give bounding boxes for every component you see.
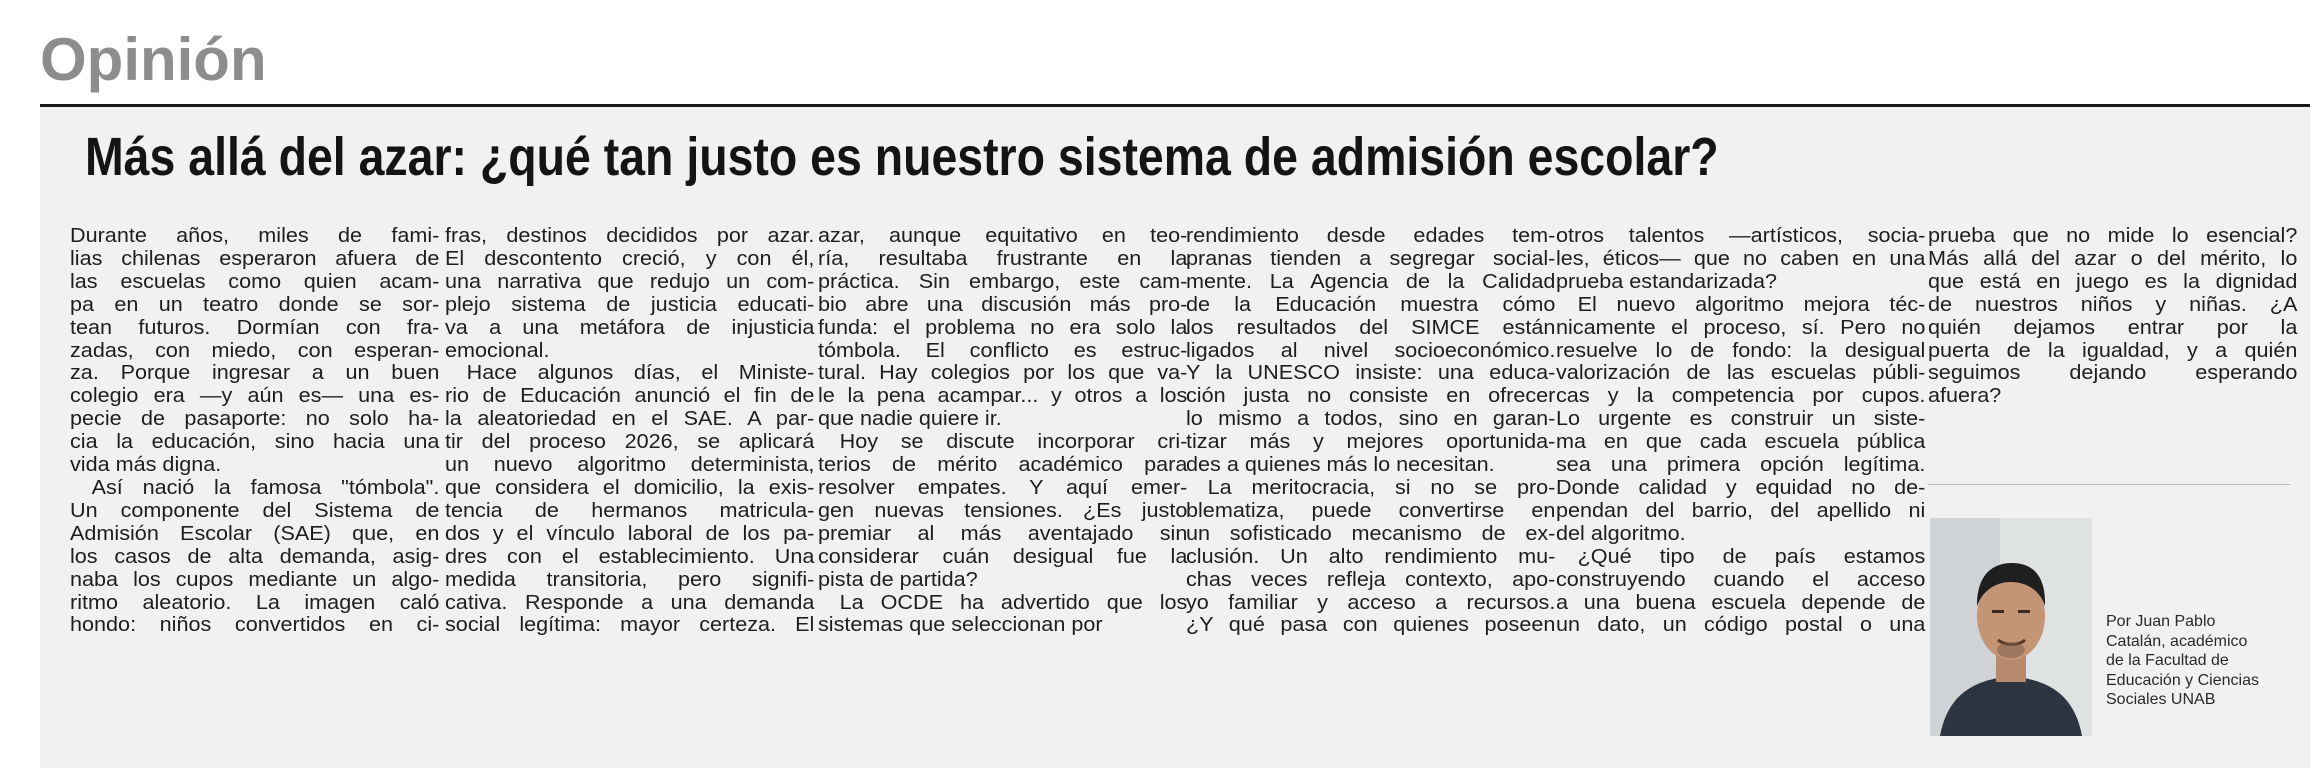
article-column-2 xyxy=(445,225,814,637)
article-line: Y la UNESCO insiste: una educa- xyxy=(1186,362,1556,385)
article-line: una narrativa que redujo un com- xyxy=(445,270,815,293)
article-column-3 xyxy=(818,225,1187,637)
article-line: cas y la competencia por cupos. xyxy=(1556,385,1926,408)
article-line: prueba estandarizada? xyxy=(1556,270,1777,293)
article-line: dos y el vínculo laboral de los pa- xyxy=(445,522,815,545)
article-line: Hoy se discute incorporar cri- xyxy=(839,431,1188,454)
article-line: vida más digna. xyxy=(70,454,222,477)
article-line: lias chilenas esperaron afuera de xyxy=(70,247,440,270)
article-line: Durante años, miles de fami- xyxy=(70,225,440,247)
article-line: tizar más y mejores oportunida- xyxy=(1186,431,1556,454)
article-line: Un componente del Sistema de xyxy=(70,499,440,522)
article-line: tencia de hermanos matricula- xyxy=(445,499,815,522)
article-line: la aleatoriedad en el SAE. A par- xyxy=(445,408,815,431)
article-line: del algoritmo. xyxy=(1556,522,1686,545)
section-title: Opinión xyxy=(40,26,267,93)
article-line: les, éticos— que no caben en una xyxy=(1556,247,1926,270)
article-line: los casos de alta demanda, asig- xyxy=(70,545,440,568)
article-line: de nuestros niños y niñas. ¿A xyxy=(1928,293,2298,316)
article-line: de la Educación muestra cómo xyxy=(1186,293,1556,316)
article-line: pa en un teatro donde se sor- xyxy=(70,293,440,316)
article-line: El descontento creció, y con él, xyxy=(445,247,815,270)
article-headline: Más allá del azar: ¿qué tan justo es nuestro sistema de admisión escolar? xyxy=(85,127,1719,187)
article-line: que nadie quiere ir. xyxy=(818,408,1002,431)
article-column-4 xyxy=(1186,225,1555,637)
article-line: quién dejamos entrar por la xyxy=(1928,316,2298,339)
article-line: le la pena acampar... y otros a los xyxy=(818,385,1188,408)
article-line: terios de mérito académico para xyxy=(818,454,1188,477)
article-line: blematiza, puede convertirse en xyxy=(1186,499,1556,522)
article-line: considerar cuán desigual fue la xyxy=(818,545,1188,568)
article-line: que está en juego es la dignidad xyxy=(1928,270,2298,293)
article-line: funda: el problema no era solo la xyxy=(818,316,1188,339)
article-line: seguimos dejando esperando xyxy=(1928,362,2298,385)
article-line: resuelve lo de fondo: la desigual xyxy=(1556,339,1926,362)
article-line: bio abre una discusión más pro- xyxy=(818,293,1188,316)
article-line: premiar al más aventajado sin xyxy=(818,522,1188,545)
caption-line: Sociales UNAB xyxy=(2106,691,2216,708)
article-line: Admisión Escolar (SAE) que, en xyxy=(70,522,440,545)
article-line: práctica. Sin embargo, este cam- xyxy=(818,270,1188,293)
article-line: rendimiento desde edades tem- xyxy=(1186,225,1556,247)
article-line: emocional. xyxy=(445,339,550,362)
article-line: dres con el establecimiento. Una xyxy=(445,545,815,568)
article-line: construyendo cuando el acceso xyxy=(1556,568,1926,591)
article-line: fras, destinos decididos por azar. xyxy=(445,225,815,247)
article-line: tean futuros. Dormían con fra- xyxy=(70,316,440,339)
article-line: ritmo aleatorio. La imagen caló xyxy=(70,591,440,614)
article-line: medida transitoria, pero signifi- xyxy=(445,568,815,591)
caption-line: Catalán, académico xyxy=(2106,632,2248,650)
article-line: nicamente el proceso, sí. Pero no xyxy=(1556,316,1926,339)
article-line: un nuevo algoritmo determinista, xyxy=(445,454,815,477)
article-line: otros talentos —artísticos, socia- xyxy=(1556,225,1926,247)
article-line: chas veces refleja contexto, apo- xyxy=(1186,568,1556,591)
article-line: Lo urgente es construir un siste- xyxy=(1556,408,1926,431)
article-line: mente. La Agencia de la Calidad xyxy=(1186,270,1556,293)
article-line: ción justa no consiste en ofrecer xyxy=(1186,385,1556,408)
article-line: pranas tienden a segregar social- xyxy=(1186,247,1556,270)
author-photo xyxy=(1930,518,2092,736)
article-line: lo mismo a todos, sino en garan- xyxy=(1186,408,1556,431)
article-line: tural. Hay colegios por los que va- xyxy=(818,362,1188,385)
article-line: clusión. Un alto rendimiento mu- xyxy=(1186,545,1556,568)
caption-line: Por Juan Pablo xyxy=(2106,613,2216,630)
article-line: pista de partida? xyxy=(818,568,978,591)
article-line: naba los cupos mediante un algo- xyxy=(70,568,440,591)
article-line: puerta de la igualdad, y a quién xyxy=(1928,339,2298,362)
caption-line: de la Facultad de xyxy=(2106,652,2229,669)
article-line: sea una primera opción legítima. xyxy=(1556,454,1926,477)
article-line: Hace algunos días, el Ministe- xyxy=(466,362,815,385)
article-line: prueba que no mide lo esencial? xyxy=(1928,225,2298,247)
article-line: pecie de pasaporte: no solo ha- xyxy=(70,408,440,431)
article-line: que considera el domicilio, la exis- xyxy=(445,476,815,499)
article-line: plejo sistema de justicia educati- xyxy=(445,293,815,316)
article-line: un dato, un código postal o una xyxy=(1556,614,1926,637)
article-line: colegio era —y aún es— una es- xyxy=(70,385,440,408)
article-line: va a una metáfora de injusticia xyxy=(445,316,815,339)
article-line: El nuevo algoritmo mejora téc- xyxy=(1577,293,1926,316)
article-line: La meritocracia, si no se pro- xyxy=(1207,476,1556,499)
article-line: gen nuevas tensiones. ¿Es justo xyxy=(818,499,1188,522)
article-line: los resultados del SIMCE están xyxy=(1186,316,1556,339)
article-line: rio de Educación anunció el fin de xyxy=(445,385,815,408)
article-line: za. Porque ingresar a un buen xyxy=(70,362,440,385)
article-line: cativa. Responde a una demanda xyxy=(445,591,815,614)
article-line: ¿Y qué pasa con quienes poseen xyxy=(1186,614,1556,637)
article-line: azar, aunque equitativo en teo- xyxy=(818,225,1188,247)
article-line: cia la educación, sino hacia una xyxy=(70,431,440,454)
article-line: afuera? xyxy=(1928,385,2002,408)
article-line: pendan del barrio, del apellido ni xyxy=(1556,499,1926,522)
article-line: des a quienes más lo necesitan. xyxy=(1186,454,1495,477)
article-line: Donde calidad y equidad no de- xyxy=(1556,476,1926,499)
article-line: sistemas que seleccionan por xyxy=(818,614,1103,637)
article-column-1 xyxy=(70,225,439,637)
article-line: zadas, con miedo, con esperan- xyxy=(70,339,440,362)
article-line: ría, resultaba frustrante en la xyxy=(818,247,1188,270)
article-line: resolver empates. Y aquí emer- xyxy=(818,476,1188,499)
article-line: social legítima: mayor certeza. El xyxy=(445,614,815,637)
article-line: tómbola. El conflicto es estruc- xyxy=(818,339,1188,362)
article-column-5 xyxy=(1556,225,1925,637)
article-line: valorización de las escuelas públi- xyxy=(1556,362,1926,385)
article-line: un sofisticado mecanismo de ex- xyxy=(1186,522,1556,545)
author-caption xyxy=(2106,612,2296,710)
article-line: tir del proceso 2026, se aplicará xyxy=(445,431,815,454)
article-line: las escuelas como quien acam- xyxy=(70,270,440,293)
article-line: Más allá del azar o del mérito, lo xyxy=(1928,247,2298,270)
article-line: hondo: niños convertidos en ci- xyxy=(70,614,440,637)
article-line: La OCDE ha advertido que los xyxy=(839,591,1188,614)
article-line: ¿Qué tipo de país estamos xyxy=(1577,545,1926,568)
article-line: ma en que cada escuela pública xyxy=(1556,431,1926,454)
column-divider xyxy=(1928,484,2290,485)
article-line: ligados al nivel socioeconómico. xyxy=(1186,339,1556,362)
article-column-6 xyxy=(1928,225,2297,408)
article-line: yo familiar y acceso a recursos. xyxy=(1186,591,1556,614)
caption-line: Educación y Ciencias xyxy=(2106,671,2259,689)
article-line: a una buena escuela depende de xyxy=(1556,591,1926,614)
article-line: Así nació la famosa "tómbola". xyxy=(91,476,440,499)
